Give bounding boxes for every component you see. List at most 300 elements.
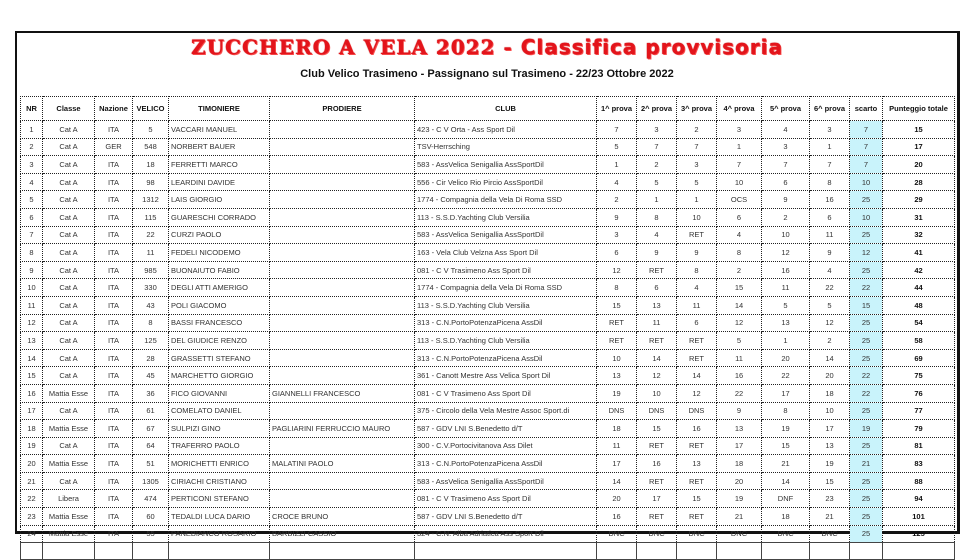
club-cell: 583 - AssVelica Senigallia AssSportDil xyxy=(415,156,597,174)
crew-cell xyxy=(270,314,415,332)
sail-number-cell: 1312 xyxy=(133,191,169,209)
race-5-cell: 12 xyxy=(762,244,810,262)
race-6-cell: 6 xyxy=(810,208,850,226)
helmsman-cell: PERTICONI STEFANO xyxy=(169,490,270,508)
race-1-cell: 5 xyxy=(597,138,637,156)
race-2-cell: RET xyxy=(637,261,677,279)
race-1-cell: 4 xyxy=(597,173,637,191)
race-4-cell: 11 xyxy=(717,349,762,367)
race-4-cell: 3 xyxy=(717,121,762,139)
race-1-cell: 3 xyxy=(597,226,637,244)
race-1-cell: 13 xyxy=(597,367,637,385)
total-points-cell: 32 xyxy=(883,226,955,244)
sail-number-cell: 548 xyxy=(133,138,169,156)
race-3-cell: RET xyxy=(677,472,717,490)
table-row xyxy=(21,121,955,139)
sail-number-cell: 45 xyxy=(133,367,169,385)
class-cell: Cat A xyxy=(43,402,95,420)
column-header-scarto: scarto xyxy=(850,97,883,121)
club-cell: 163 - Vela Club Velzna Ass Sport Dil xyxy=(415,244,597,262)
sail-number-cell: 1305 xyxy=(133,472,169,490)
crew-cell xyxy=(270,490,415,508)
race-1-cell: 6 xyxy=(597,244,637,262)
race-4-cell: 20 xyxy=(717,472,762,490)
club-cell: 1774 - Compagnia della Vela Di Roma SSD xyxy=(415,279,597,297)
discard-cell: 19 xyxy=(850,420,883,438)
rank-cell: 10 xyxy=(21,279,43,297)
club-cell: 583 - AssVelica Senigallia AssSportDil xyxy=(415,472,597,490)
empty-cell xyxy=(21,543,43,560)
nation-cell: ITA xyxy=(95,472,133,490)
race-2-cell: 12 xyxy=(637,367,677,385)
table-row xyxy=(21,332,955,350)
club-cell: 583 - AssVelica Senigallia AssSportDil xyxy=(415,226,597,244)
race-2-cell: 11 xyxy=(637,314,677,332)
race-6-cell: 12 xyxy=(810,314,850,332)
race-4-cell: 19 xyxy=(717,490,762,508)
helmsman-cell: LEARDINI DAVIDE xyxy=(169,173,270,191)
race-5-cell: 3 xyxy=(762,138,810,156)
crew-cell xyxy=(270,261,415,279)
class-cell: Mattia Esse xyxy=(43,420,95,438)
total-points-cell: 101 xyxy=(883,508,955,526)
race-6-cell: 19 xyxy=(810,455,850,473)
race-1-cell: DNC xyxy=(597,525,637,543)
helmsman-cell: TEDALDI LUCA DARIO xyxy=(169,508,270,526)
total-points-cell: 44 xyxy=(883,279,955,297)
results-sheet xyxy=(15,31,960,539)
table-row xyxy=(21,525,955,543)
race-2-cell: 4 xyxy=(637,226,677,244)
class-cell: Cat A xyxy=(43,138,95,156)
discard-cell: 10 xyxy=(850,173,883,191)
nation-cell: ITA xyxy=(95,279,133,297)
race-1-cell: 7 xyxy=(597,121,637,139)
race-6-cell: 22 xyxy=(810,279,850,297)
table-row xyxy=(21,437,955,455)
club-cell: 313 - C.N.PortoPotenzaPicena AssDil xyxy=(415,314,597,332)
sail-number-cell: 98 xyxy=(133,173,169,191)
crew-cell: PAGLIARINI FERRUCCIO MAURO xyxy=(270,420,415,438)
rank-cell: 11 xyxy=(21,296,43,314)
rank-cell: 23 xyxy=(21,508,43,526)
discard-cell: 25 xyxy=(850,490,883,508)
crew-cell xyxy=(270,208,415,226)
helmsman-cell: BUONAIUTO FABIO xyxy=(169,261,270,279)
club-cell: 113 - S.S.D.Yachting Club Versilia xyxy=(415,332,597,350)
rank-cell: 18 xyxy=(21,420,43,438)
crew-cell xyxy=(270,226,415,244)
rank-cell: 24 xyxy=(21,525,43,543)
nation-cell: ITA xyxy=(95,173,133,191)
club-cell: 1774 - Compagnia della Vela Di Roma SSD xyxy=(415,191,597,209)
empty-cell xyxy=(717,543,762,560)
table-row xyxy=(21,226,955,244)
column-header-2-prova: 2^ prova xyxy=(637,97,677,121)
rank-cell: 5 xyxy=(21,191,43,209)
helmsman-cell: GRASSETTI STEFANO xyxy=(169,349,270,367)
race-6-cell: 9 xyxy=(810,244,850,262)
column-header-timoniere: TIMONIERE xyxy=(169,97,270,121)
discard-cell: 25 xyxy=(850,349,883,367)
total-points-cell: 41 xyxy=(883,244,955,262)
class-cell: Cat A xyxy=(43,296,95,314)
discard-cell: 25 xyxy=(850,472,883,490)
race-5-cell: 14 xyxy=(762,472,810,490)
nation-cell: ITA xyxy=(95,490,133,508)
race-4-cell: DNC xyxy=(717,525,762,543)
empty-cell xyxy=(415,543,597,560)
club-cell: 313 - C.N.PortoPotenzaPicena AssDil xyxy=(415,349,597,367)
nation-cell: ITA xyxy=(95,384,133,402)
race-4-cell: 9 xyxy=(717,402,762,420)
race-3-cell: 16 xyxy=(677,420,717,438)
race-5-cell: 5 xyxy=(762,296,810,314)
empty-cell xyxy=(677,543,717,560)
sail-number-cell: 67 xyxy=(133,420,169,438)
table-header-row xyxy=(21,97,955,121)
race-6-cell: 16 xyxy=(810,191,850,209)
race-1-cell: 14 xyxy=(597,472,637,490)
race-5-cell: 19 xyxy=(762,420,810,438)
table-row xyxy=(21,173,955,191)
empty-cell xyxy=(95,543,133,560)
total-points-cell: 76 xyxy=(883,384,955,402)
helmsman-cell: PANEBIANCO ROSARIO xyxy=(169,525,270,543)
discard-cell: 25 xyxy=(850,226,883,244)
table-row xyxy=(21,261,955,279)
sail-number-cell: 474 xyxy=(133,490,169,508)
club-cell: 375 - Circolo della Vela Mestre Assoc Sport.di xyxy=(415,402,597,420)
column-header-4-prova: 4^ prova xyxy=(717,97,762,121)
race-5-cell: 7 xyxy=(762,156,810,174)
nation-cell: ITA xyxy=(95,156,133,174)
race-4-cell: 17 xyxy=(717,437,762,455)
club-cell: 113 - S.S.D.Yachting Club Versilia xyxy=(415,296,597,314)
table-row xyxy=(21,314,955,332)
race-2-cell: RET xyxy=(637,332,677,350)
class-cell: Cat A xyxy=(43,191,95,209)
nation-cell: ITA xyxy=(95,208,133,226)
helmsman-cell: MORICHETTI ENRICO xyxy=(169,455,270,473)
total-points-cell: 69 xyxy=(883,349,955,367)
helmsman-cell: SULPIZI GINO xyxy=(169,420,270,438)
race-5-cell: 18 xyxy=(762,508,810,526)
race-6-cell: 2 xyxy=(810,332,850,350)
column-header-classe: Classe xyxy=(43,97,95,121)
race-1-cell: DNS xyxy=(597,402,637,420)
column-header-punteggio-totale: Punteggio totale xyxy=(883,97,955,121)
class-cell: Cat A xyxy=(43,332,95,350)
race-5-cell: 17 xyxy=(762,384,810,402)
race-3-cell: 6 xyxy=(677,314,717,332)
race-1-cell: 19 xyxy=(597,384,637,402)
empty-cell xyxy=(810,543,850,560)
crew-cell: MALATINI PAOLO xyxy=(270,455,415,473)
race-5-cell: 2 xyxy=(762,208,810,226)
race-6-cell: 17 xyxy=(810,420,850,438)
table-row xyxy=(21,384,955,402)
race-6-cell: 1 xyxy=(810,138,850,156)
race-3-cell: DNS xyxy=(677,402,717,420)
empty-cell xyxy=(762,543,810,560)
race-5-cell: 22 xyxy=(762,367,810,385)
table-row xyxy=(21,349,955,367)
race-2-cell: 7 xyxy=(637,138,677,156)
race-1-cell: RET xyxy=(597,314,637,332)
discard-cell: 22 xyxy=(850,279,883,297)
race-5-cell: 13 xyxy=(762,314,810,332)
class-cell: Cat A xyxy=(43,349,95,367)
race-4-cell: 13 xyxy=(717,420,762,438)
class-cell: Cat A xyxy=(43,314,95,332)
race-1-cell: 1 xyxy=(597,156,637,174)
sail-number-cell: 11 xyxy=(133,244,169,262)
discard-cell: 25 xyxy=(850,437,883,455)
total-points-cell: 125 xyxy=(883,525,955,543)
race-4-cell: 15 xyxy=(717,279,762,297)
crew-cell xyxy=(270,349,415,367)
club-cell: 113 - S.S.D.Yachting Club Versilia xyxy=(415,208,597,226)
rank-cell: 6 xyxy=(21,208,43,226)
race-4-cell: OCS xyxy=(717,191,762,209)
nation-cell: ITA xyxy=(95,525,133,543)
sail-number-cell: 36 xyxy=(133,384,169,402)
rank-cell: 22 xyxy=(21,490,43,508)
discard-cell: 22 xyxy=(850,384,883,402)
rank-cell: 8 xyxy=(21,244,43,262)
total-points-cell: 17 xyxy=(883,138,955,156)
total-points-cell: 42 xyxy=(883,261,955,279)
total-points-cell: 31 xyxy=(883,208,955,226)
rank-cell: 21 xyxy=(21,472,43,490)
rank-cell: 7 xyxy=(21,226,43,244)
empty-cell xyxy=(883,543,955,560)
race-3-cell: 9 xyxy=(677,244,717,262)
crew-cell xyxy=(270,244,415,262)
column-header-nazione: Nazione xyxy=(95,97,133,121)
race-1-cell: 17 xyxy=(597,455,637,473)
discard-cell: 7 xyxy=(850,156,883,174)
empty-cell xyxy=(850,543,883,560)
race-3-cell: 1 xyxy=(677,191,717,209)
helmsman-cell: POLI GIACOMO xyxy=(169,296,270,314)
club-cell: 081 - C V Trasimeno Ass Sport Dil xyxy=(415,261,597,279)
club-cell: 324 - C.N. Alba Adriatica Ass Sport Dil xyxy=(415,525,597,543)
race-2-cell: DNS xyxy=(637,402,677,420)
nation-cell: ITA xyxy=(95,402,133,420)
sail-number-cell: 60 xyxy=(133,508,169,526)
race-3-cell: 2 xyxy=(677,121,717,139)
discard-cell: 25 xyxy=(850,261,883,279)
club-cell: 081 - C V Trasimeno Ass Sport Dil xyxy=(415,490,597,508)
rank-cell: 16 xyxy=(21,384,43,402)
crew-cell xyxy=(270,121,415,139)
race-2-cell: 8 xyxy=(637,208,677,226)
class-cell: Cat A xyxy=(43,208,95,226)
race-2-cell: RET xyxy=(637,472,677,490)
nation-cell: ITA xyxy=(95,121,133,139)
table-row xyxy=(21,420,955,438)
race-6-cell: 23 xyxy=(810,490,850,508)
helmsman-cell: FICO GIOVANNI xyxy=(169,384,270,402)
total-points-cell: 58 xyxy=(883,332,955,350)
helmsman-cell: BASSI FRANCESCO xyxy=(169,314,270,332)
race-4-cell: 12 xyxy=(717,314,762,332)
class-cell: Cat A xyxy=(43,173,95,191)
race-6-cell: 13 xyxy=(810,437,850,455)
race-3-cell: RET xyxy=(677,226,717,244)
crew-cell xyxy=(270,367,415,385)
table-row xyxy=(21,138,955,156)
race-1-cell: 16 xyxy=(597,508,637,526)
race-4-cell: 5 xyxy=(717,332,762,350)
club-cell: 361 - Canott Mestre Ass Velica Sport Dil xyxy=(415,367,597,385)
race-1-cell: RET xyxy=(597,332,637,350)
race-1-cell: 9 xyxy=(597,208,637,226)
table-row xyxy=(21,472,955,490)
race-1-cell: 20 xyxy=(597,490,637,508)
helmsman-cell: DEL GIUDICE RENZO xyxy=(169,332,270,350)
title-classification: Classifica provvisoria xyxy=(520,35,783,59)
race-6-cell: 5 xyxy=(810,296,850,314)
nation-cell: ITA xyxy=(95,314,133,332)
crew-cell: GIANNELLI FRANCESCO xyxy=(270,384,415,402)
race-6-cell: 18 xyxy=(810,384,850,402)
race-5-cell: 15 xyxy=(762,437,810,455)
total-points-cell: 88 xyxy=(883,472,955,490)
rank-cell: 15 xyxy=(21,367,43,385)
helmsman-cell: GUARESCHI CORRADO xyxy=(169,208,270,226)
race-3-cell: 4 xyxy=(677,279,717,297)
column-header-5-prova: 5^ prova xyxy=(762,97,810,121)
club-cell: 587 - GDV LNI S.Benedetto d/T xyxy=(415,420,597,438)
crew-cell xyxy=(270,156,415,174)
sail-number-cell: 985 xyxy=(133,261,169,279)
race-2-cell: RET xyxy=(637,437,677,455)
discard-cell: 7 xyxy=(850,138,883,156)
table-row xyxy=(21,296,955,314)
nation-cell: ITA xyxy=(95,226,133,244)
rank-cell: 14 xyxy=(21,349,43,367)
nation-cell: ITA xyxy=(95,191,133,209)
page-title xyxy=(17,35,957,59)
nation-cell: ITA xyxy=(95,455,133,473)
race-4-cell: 14 xyxy=(717,296,762,314)
class-cell: Cat A xyxy=(43,279,95,297)
class-cell: Mattia Esse xyxy=(43,384,95,402)
race-3-cell: RET xyxy=(677,332,717,350)
race-3-cell: 3 xyxy=(677,156,717,174)
rank-cell: 19 xyxy=(21,437,43,455)
race-6-cell: 10 xyxy=(810,402,850,420)
discard-cell: 7 xyxy=(850,121,883,139)
helmsman-cell: COMELATO DANIEL xyxy=(169,402,270,420)
crew-cell: BARBIZZI CASSIO xyxy=(270,525,415,543)
sail-number-cell: 55 xyxy=(133,525,169,543)
club-cell: 587 - GDV LNI S.Benedetto d/T xyxy=(415,508,597,526)
race-2-cell: 16 xyxy=(637,455,677,473)
race-1-cell: 8 xyxy=(597,279,637,297)
sail-number-cell: 18 xyxy=(133,156,169,174)
discard-cell: 25 xyxy=(850,508,883,526)
race-3-cell: 15 xyxy=(677,490,717,508)
crew-cell xyxy=(270,437,415,455)
table-row xyxy=(21,156,955,174)
race-2-cell: 15 xyxy=(637,420,677,438)
sail-number-cell: 61 xyxy=(133,402,169,420)
column-header-6-prova: 6^ prova xyxy=(810,97,850,121)
race-5-cell: DNF xyxy=(762,490,810,508)
race-3-cell: RET xyxy=(677,508,717,526)
rank-cell: 1 xyxy=(21,121,43,139)
helmsman-cell: CIRIACHI CRISTIANO xyxy=(169,472,270,490)
helmsman-cell: FEDELI NICODEMO xyxy=(169,244,270,262)
race-3-cell: DNC xyxy=(677,525,717,543)
class-cell: Mattia Esse xyxy=(43,508,95,526)
crew-cell xyxy=(270,191,415,209)
discard-cell: 25 xyxy=(850,314,883,332)
nation-cell: ITA xyxy=(95,349,133,367)
table-row xyxy=(21,508,955,526)
race-6-cell: 14 xyxy=(810,349,850,367)
crew-cell xyxy=(270,472,415,490)
sail-number-cell: 115 xyxy=(133,208,169,226)
rank-cell: 9 xyxy=(21,261,43,279)
empty-cell xyxy=(169,543,270,560)
race-6-cell: 8 xyxy=(810,173,850,191)
discard-cell: 25 xyxy=(850,402,883,420)
class-cell: Cat A xyxy=(43,244,95,262)
club-cell: 300 - C.V.Portocivitanova Ass Dilet xyxy=(415,437,597,455)
discard-cell: 21 xyxy=(850,455,883,473)
discard-cell: 25 xyxy=(850,525,883,543)
club-cell: 556 - Cir Velico Rio Pircio AssSportDil xyxy=(415,173,597,191)
race-4-cell: 7 xyxy=(717,156,762,174)
race-2-cell: RET xyxy=(637,508,677,526)
sail-number-cell: 22 xyxy=(133,226,169,244)
class-cell: Cat A xyxy=(43,437,95,455)
nation-cell: ITA xyxy=(95,420,133,438)
column-header-1-prova: 1^ prova xyxy=(597,97,637,121)
crew-cell xyxy=(270,279,415,297)
class-cell: Cat A xyxy=(43,472,95,490)
race-5-cell: 11 xyxy=(762,279,810,297)
race-6-cell: 11 xyxy=(810,226,850,244)
table-row xyxy=(21,402,955,420)
sail-number-cell: 43 xyxy=(133,296,169,314)
race-1-cell: 18 xyxy=(597,420,637,438)
sail-number-cell: 64 xyxy=(133,437,169,455)
empty-cell xyxy=(133,543,169,560)
crew-cell xyxy=(270,173,415,191)
column-header-3-prova: 3^ prova xyxy=(677,97,717,121)
race-5-cell: 1 xyxy=(762,332,810,350)
table-row xyxy=(21,191,955,209)
helmsman-cell: CURZI PAOLO xyxy=(169,226,270,244)
column-header-prodiere: PRODIERE xyxy=(270,97,415,121)
race-3-cell: 14 xyxy=(677,367,717,385)
results-table xyxy=(20,96,955,560)
race-2-cell: 6 xyxy=(637,279,677,297)
title-event: ZUCCHERO A VELA 2022 - xyxy=(191,35,521,59)
rank-cell: 17 xyxy=(21,402,43,420)
rank-cell: 3 xyxy=(21,156,43,174)
total-points-cell: 28 xyxy=(883,173,955,191)
helmsman-cell: FERRETTI MARCO xyxy=(169,156,270,174)
crew-cell xyxy=(270,296,415,314)
race-6-cell: DNC xyxy=(810,525,850,543)
